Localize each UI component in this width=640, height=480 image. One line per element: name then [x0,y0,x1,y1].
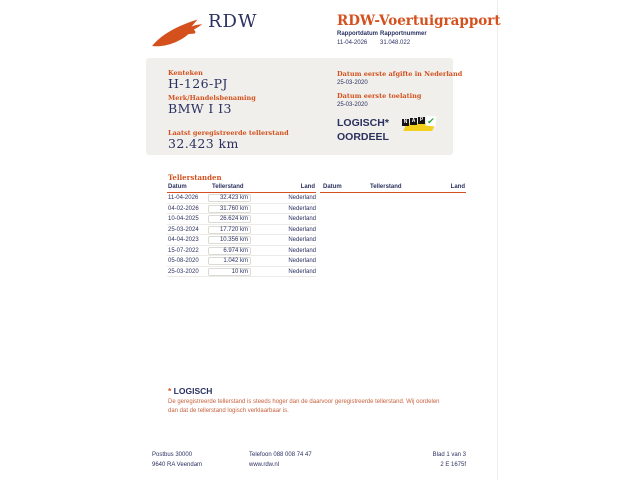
row-land: Nederland [288,195,316,201]
footer-page-number: Blad 1 van 3 [432,452,466,458]
laatste-tellerstand-value: 32.423 km [168,136,239,151]
nap-checkmark-icon: ✓ [426,115,436,127]
footnote-asterisk: * [168,386,172,396]
toelating-label: Datum eerste toelating [337,92,422,100]
oordeel-line2: OORDEEL [337,131,389,143]
row-tellerstand-box: 17.720 km [208,226,251,234]
row-tellerstand-box: 6.974 km [208,247,251,255]
footer-contact [249,450,312,470]
row-land: Nederland [288,247,316,254]
report-title: RDW-Voertuigrapport [337,13,501,29]
table-row [167,235,316,246]
kenteken-label: Kenteken [168,69,203,77]
col-header-datum: Datum [323,184,342,190]
oordeel-line1: LOGISCH* [337,117,389,129]
afgifte-label: Datum eerste afgifte in Nederland [337,70,463,78]
vehicle-summary-panel [146,58,463,155]
toelating-value: 25-03-2020 [337,102,368,108]
row-datum: 04-02-2026 [168,205,199,212]
nap-letter-p: P [419,117,424,123]
col-header-tellerstand: Tellerstand [212,184,244,190]
row-datum: 04-04-2023 [168,237,199,243]
col-header-datum: Datum [168,184,187,190]
row-land: Nederland [288,258,316,264]
col-header-land: Land [300,184,315,190]
logisch-footnote-heading [168,386,212,396]
tellerstanden-table-right [320,184,466,193]
table-row [167,214,316,225]
table-row [167,204,316,215]
row-land: Nederland [288,268,316,275]
row-tellerstand-box: 31.760 km [208,205,251,213]
logisch-oordeel-text [337,116,389,144]
footer-city: 9640 RA Veendam [152,462,203,468]
tellerstanden-heading: Tellerstanden [168,173,222,182]
footer-address [152,450,202,470]
row-tellerstand-box: 10 km [208,268,251,276]
nap-logo [402,116,440,133]
rdw-bird-logo-icon [150,15,204,51]
merk-value: BMW I I3 [168,101,232,116]
page-edge-line [497,0,498,480]
footnote-heading-text: LOGISCH [171,386,213,396]
table-header-row [167,184,316,193]
table-row [167,193,316,204]
table-row [167,246,316,257]
rapportnummer-label: Rapportnummer [380,31,427,37]
footer-form-code: 2 E 1675f [440,462,466,468]
tellerstanden-table-left [167,184,316,277]
row-land: Nederland [288,237,316,243]
footer-postbus: Postbus 30000 [152,452,193,458]
merk-label: Merk/Handelsbenaming [168,94,256,102]
footer-page-info [366,450,466,470]
laatste-tellerstand-label: Laatst geregistreerde tellerstand [168,129,289,137]
table-row [167,256,316,267]
row-land: Nederland [288,216,316,222]
rdw-logo-wordmark: RDW [208,11,258,32]
table-header-row [320,184,466,193]
row-land: Nederland [288,226,316,233]
rapportdatum-label: Rapportdatum [337,31,378,37]
rapportnummer-value: 31.048.022 [380,40,411,46]
row-datum: 11-04-2026 [168,195,199,201]
col-header-land: Land [450,184,465,190]
footer-phone: Telefoon 088 008 74 47 [249,452,312,458]
row-datum: 25-03-2024 [168,226,199,233]
row-tellerstand-box: 32.423 km [208,194,251,202]
nap-letter-a: A [411,118,416,124]
nap-letter-n: N [403,119,408,125]
logisch-footnote-text: De geregistreerde tellerstand is steeds hoger dan de daarvoor geregistreerde tellerstand. Wij oordelen dan dat de tellerstand logisch verklaarbaar is. [168,399,440,414]
table-row [167,267,316,278]
row-datum: 10-04-2025 [168,216,199,222]
row-land: Nederland [288,205,316,212]
row-datum: 15-07-2022 [168,247,199,254]
row-datum: 25-03-2020 [168,268,199,275]
row-tellerstand-box: 1.042 km [208,257,251,265]
row-datum: 05-08-2020 [168,258,199,264]
row-tellerstand-box: 26.624 km [208,215,251,223]
tellerstanden-rows [167,193,316,277]
rapportdatum-value: 11-04-2026 [337,40,368,46]
col-header-tellerstand: Tellerstand [370,184,402,190]
footer-website-link[interactable]: www.rdw.nl [249,462,280,468]
afgifte-value: 25-03-2020 [337,80,368,86]
kenteken-value: H-126-PJ [168,76,228,91]
row-tellerstand-box: 10.356 km [208,236,251,244]
table-row [167,225,316,236]
